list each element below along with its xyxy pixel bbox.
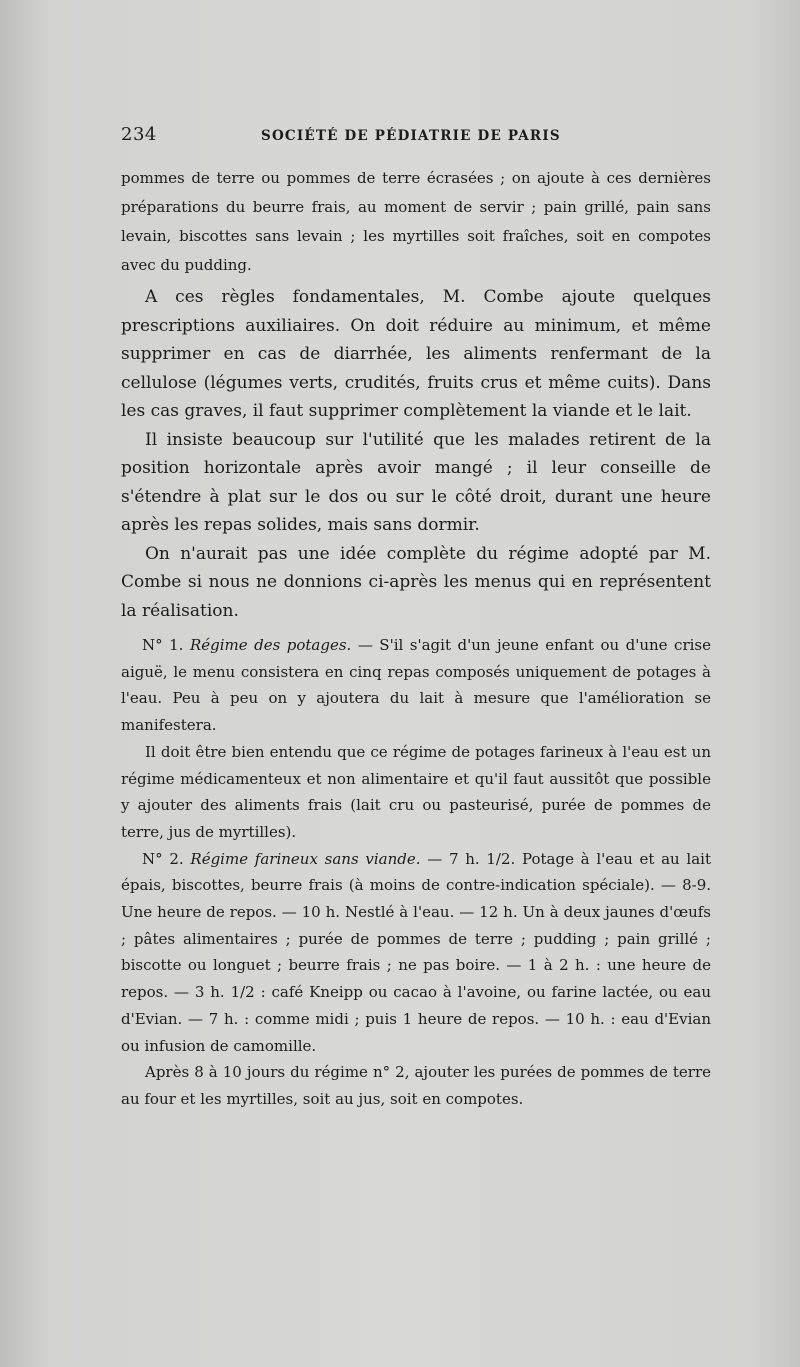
paragraph-auxiliary-prescriptions: A ces règles fondamentales, M. Combe ajoute quelques prescriptions auxiliaires. On doit réduire au minimum, et même supprimer en cas de diarrhée, les aliments renfermant de la cellulose (légumes verts, crudités, fruits crus et même cuits). Dans les cas graves, il faut supprimer complètement la viande et le lait.	[121, 287, 711, 421]
paragraph-after-regime: Après 8 à 10 jours du régime n° 2, ajouter les purées de pommes de terre au four et les myrtilles, soit au jus, soit en compotes.	[121, 1063, 711, 1108]
menu-2-title: Régime farineux sans viande.	[190, 849, 421, 868]
menu-1-title: Régime des potages.	[189, 636, 352, 654]
page-number: 234	[121, 124, 157, 145]
menu-1-text: — S'il s'agit d'un jeune enfant ou d'une crise aiguë, le menu consistera en cinq repas composés uniquement de potages à l'eau. Peu à peu on y ajoutera du lait à mesure que l'amélioration se manifestera.	[121, 636, 711, 735]
menus-section	[121, 632, 711, 1113]
main-text-section	[121, 283, 711, 625]
paragraph-continuation: pommes de terre ou pommes de terre écrasées ; on ajoute à ces dernières préparations du beurre frais, au moment de servir ; pain grillé, pain sans levain, biscottes sans levain ; les myrtilles soit fraîches, soit en compotes avec du pudding.	[121, 169, 711, 274]
menu-2-number: N° 2.	[142, 849, 184, 868]
paragraph-medicinal-regime: Il doit être bien entendu que ce régime de potages farineux à l'eau est un régime médicamenteux et non alimentaire et qu'il faut aussitôt que possible y ajouter des aliments frais (lait cru ou pasteurisé, purée de pommes de terre, jus de myrtilles).	[121, 742, 711, 841]
running-title: SOCIÉTÉ DE PÉDIATRIE DE PARIS	[261, 128, 561, 144]
menu-2-text: — 7 h. 1/2. Potage à l'eau et au lait épais, biscottes, beurre frais (à moins de contre-indication spéciale). — 8-9. Une heure de repos. — 10 h. Nestlé à l'eau. — 12 h. Un à deux jaunes d'œufs ; pâtes alimentaires ; purée de pommes de terre ; pudding ; pain grillé ; biscotte ou longuet ; beurre frais ; ne pas boire. — 1 à 2 h. : une heure de repos. — 3 h. 1/2 : café Kneipp ou cacao à l'avoine, ou farine lactée, ou eau d'Evian. — 7 h. : comme midi ; puis 1 heure de repos. — 10 h. : eau d'Evian ou infusion de camomille.	[121, 849, 711, 1055]
menu-2-paragraph	[121, 846, 711, 1060]
paragraph-menus-intro: On n'aurait pas une idée complète du régime adopté par M. Combe si nous ne donnions ci-après les menus qui en représentent la réalisation.	[121, 543, 711, 621]
menu-1-paragraph	[121, 632, 711, 739]
paragraph-horizontal-position: Il insiste beaucoup sur l'utilité que les malades retirent de la position horizontale après avoir mangé ; il leur conseille de s'étendre à plat sur le dos ou sur le côté droit, durant une heure après les repas solides, mais sans dormir.	[121, 429, 711, 535]
page-header	[121, 124, 681, 148]
menu-1-number: N° 1.	[142, 636, 184, 654]
